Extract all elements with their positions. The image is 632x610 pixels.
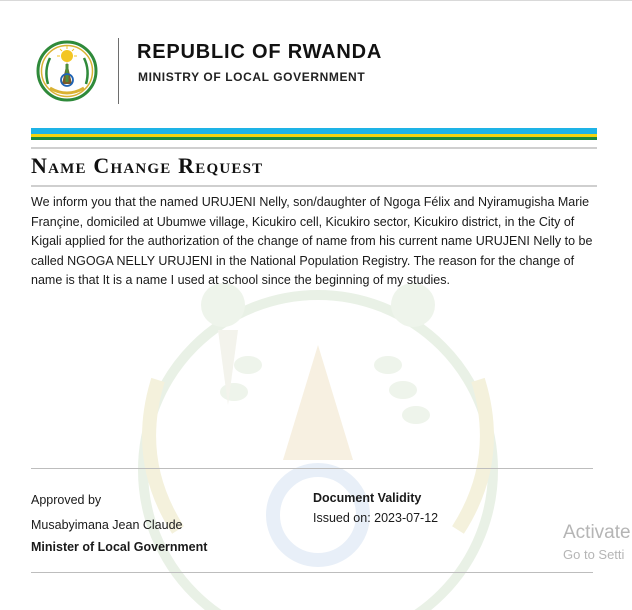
flag-stripe-green: [31, 137, 597, 140]
header-divider: [118, 38, 119, 104]
approved-by-label: Approved by: [31, 493, 102, 507]
approver-title: Minister of Local Government: [31, 540, 208, 554]
document-title: Name Change Request: [31, 153, 264, 178]
footer-bottom-rule: [31, 572, 593, 573]
request-body-text: We inform you that the named URUJENI Nelly, son/daughter of Ngoga Félix and Nyiramugisha Marie Françine, domiciled at Ubumwe village, Kicukiro cell, Kicukiro sector, Kicukiro district, in the City of Kigali applied for the authorization of the change of name from his current name URUJENI Nelly to be called NGOGA NELLY URUJENI in the National Population Registry. The reason for the change of name is that It is a name I used at school since the beginning of my studies.: [31, 195, 593, 287]
title-top-rule: [31, 147, 597, 149]
ministry-name: MINISTRY OF LOCAL GOVERNMENT: [138, 70, 366, 84]
coat-of-arms-watermark: [98, 270, 538, 610]
activate-windows-title: Activate: [563, 522, 631, 543]
republic-title: REPUBLIC OF RWANDA: [137, 41, 383, 63]
approver-name: Musabyimana Jean Claude: [31, 518, 183, 532]
activate-windows-subtitle: Go to Setti: [563, 547, 625, 562]
document-validity-label: Document Validity: [313, 491, 422, 505]
footer-top-rule: [31, 468, 593, 469]
issued-on-date: Issued on: 2023-07-12: [313, 511, 439, 525]
page-top-border: [0, 0, 632, 1]
title-bottom-rule: [31, 185, 597, 187]
rwanda-coat-of-arms-icon: [36, 40, 98, 102]
